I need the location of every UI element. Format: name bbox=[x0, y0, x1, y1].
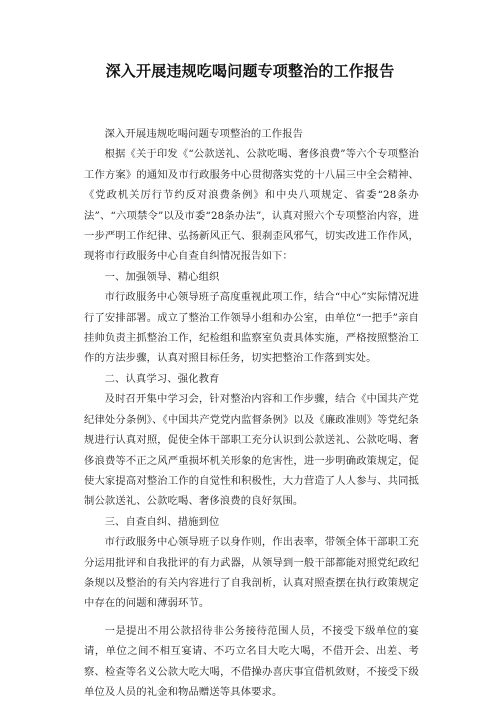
section-heading-3: 三、自查自纠、措施到位 bbox=[104, 515, 220, 528]
section-paragraph-2: 及时召开集中学习会，针对整治内容和工作步骤，结合《中国共产党纪律处分条例》、《中国共产党党内监督条例》以及《廉政准则》等党纪条规进行认真对照，促使全体干部职工充分认识到公款送礼、公款吃喝、奢侈浪费等不正之风严重损坏机关形象的危害性，进一步明确政策规定，促使大家提高对整治工作的自觉性和积极性，大力营造了人人参与、共同抵制公款送礼、公款吃喝、奢侈浪费的良好氛围。 bbox=[84, 393, 419, 508]
section-heading-1: 一、加强领导、精心组织 bbox=[104, 270, 220, 283]
measure-paragraph-1: 一是提出不用公款招待非公务接待范围人员，不接受下级单位的宴请，单位之间不相互宴请、不巧立名目大吃大喝，不借开会、出差、考察、检查等名义公款大吃大喝，不借操办喜庆事宜借机敛财，不接受下级单位及人员的礼金和物品赠送等具体要求。 bbox=[84, 624, 419, 698]
section-paragraph-1: 市行政服务中心领导班子高度重视此项工作，结合“中心”实际情况进行了安排部署。成立了整治工作领导小组和办公室，由单位“一把手”亲自挂帅负责主抓整治工作，纪检组和监察室负责具体实施，严格按照整治工作的方法步骤，认真对照目标任务，切实把整治工作落到实处。 bbox=[84, 291, 419, 365]
section-paragraph-3: 市行政服务中心领导班子以身作则，作出表率，带领全体干部职工充分运用批评和自我批评的有力武器，从领导到一般干部都能对照党纪政纪条规以及整治的有关内容进行了自我剖析，认真对照查摆在执行政策规定中存在的问题和薄弱环节。 bbox=[84, 536, 419, 610]
document-body bbox=[84, 124, 419, 702]
section-heading-2: 二、认真学习、强化教育 bbox=[104, 372, 220, 385]
body-heading: 深入开展违规吃喝问题专项整治的工作报告 bbox=[104, 128, 304, 140]
intro-paragraph: 根据《关于印发《“公款送礼、公款吃喝、奢侈浪费”等六个专项整治工作方案》的通知及市行政服务中心贯彻落实党的十八届三中全会精神、《党政机关厉行节约反对浪费条例》和中央八项规定、省委“28条办法”、“六项禁令”以及市委“28条办法”，认真对照六个专项整治内容，进一步严明工作纪律、弘扬新风正气、狠刹歪风邪气，切实改进工作作风，现将市行政服务中心自查自纠情况报告如下： bbox=[84, 148, 419, 263]
document-title: 深入开展违规吃喝问题专项整治的工作报告 bbox=[105, 62, 395, 80]
